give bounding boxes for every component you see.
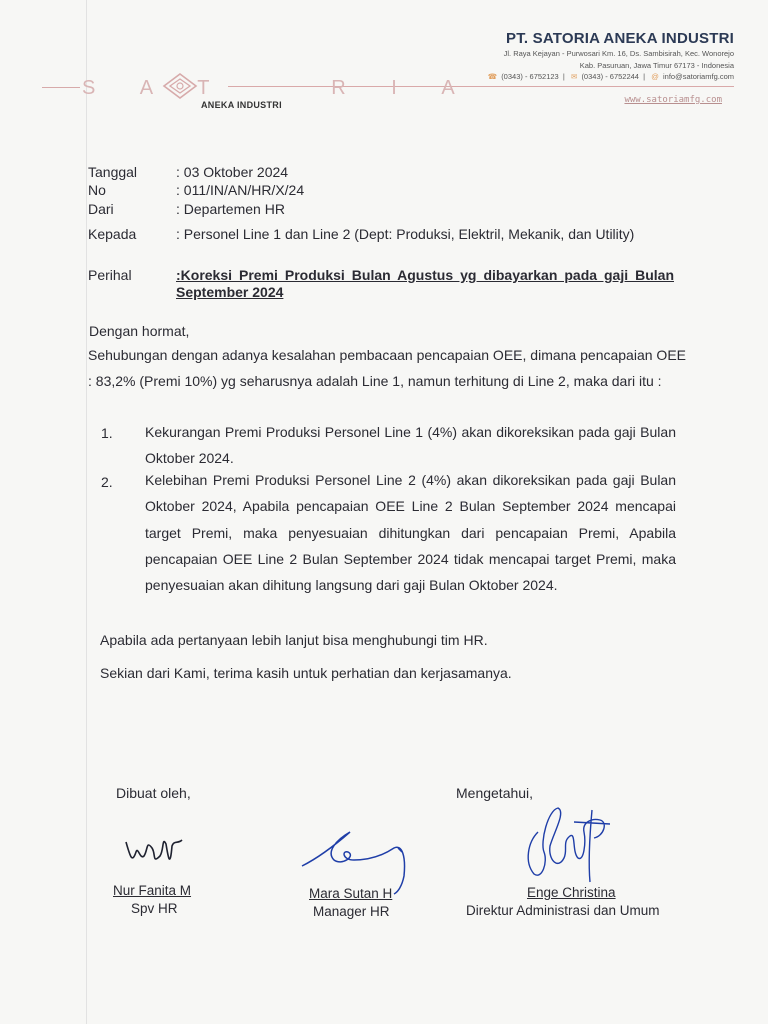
website-link[interactable]: www.satoriamfg.com (624, 95, 722, 105)
closing-line: Sekian dari Kami, terima kasih untuk perhatian dan kerjasamanya. (100, 665, 512, 681)
signer-2-name: Mara Sutan H (309, 886, 393, 901)
signer-3-name: Enge Christina (527, 885, 616, 900)
logo-subtext: ANEKA INDUSTRI (201, 100, 282, 110)
logo-emblem-icon (161, 72, 199, 100)
email-icon: @ (651, 72, 659, 81)
contact-separator: | (641, 72, 648, 81)
signer-1-name: Nur Fanita M (113, 883, 192, 898)
list-item-number: 1. (101, 425, 113, 441)
from-value: : Departemen HR (176, 201, 285, 217)
acknowledged-label: Mengetahui, (456, 785, 534, 801)
to-label: Kepada (88, 226, 137, 242)
subject-label: Perihal (88, 267, 132, 283)
signer-2-role: Manager HR (313, 904, 390, 919)
greeting: Dengan hormat, (89, 323, 190, 339)
email-address: info@satoriamfg.com (663, 72, 734, 81)
number-label: No (88, 182, 106, 198)
fax-icon: ✉ (571, 72, 578, 81)
made-by-label: Dibuat oleh, (116, 785, 191, 801)
from-label: Dari (88, 201, 114, 217)
address-line-1: Jl. Raya Kejayan - Purwosari Km. 16, Ds. Sambisirah, Kec. Wonorejo (503, 49, 734, 58)
list-item: Kelebihan Premi Produksi Personel Line 2 (4%) akan dikoreksikan pada gaji Bulan Oktober 2024, Apabila pencapaian OEE Line 2 Bulan September 2024 mencapai target Premi, maka penyesuaian dihitungkan dari pencapaian Premi, Apabila pencapaian OEE Line 2 Bulan September 2024 tidak mencapai target Premi, maka penyesuaian akan dihitung langsung dari gaji Bulan Oktober 2024. (145, 472, 676, 594)
phone-icon: ☎ (487, 72, 498, 81)
address-line-2: Kab. Pasuruan, Jawa Timur 67173 - Indonesia (579, 61, 734, 70)
company-logo: S A T R I A (82, 77, 475, 99)
date-label: Tanggal (88, 164, 138, 180)
signature-nur-fanita (122, 826, 186, 870)
signer-1-role: Spv HR (131, 901, 178, 916)
logo-left-rule (42, 87, 80, 88)
list-item-number: 2. (101, 474, 113, 490)
company-name: PT. SATORIA ANEKA INDUSTRI (506, 30, 734, 47)
contact-line (486, 72, 734, 81)
to-value: : Personel Line 1 dan Line 2 (Dept: Produksi, Elektril, Mekanik, dan Utility) (176, 226, 635, 242)
fax-number: (0343) - 6752244 (581, 72, 639, 81)
intro-paragraph: Sehubungan dengan adanya kesalahan pembacaan pencapaian OEE, dimana pencapaian OEE : 83,2% (Premi 10%) yg seharusnya adalah Line 1, namun terhitung di Line 2, maka dari itu : (88, 347, 686, 389)
contact-note: Apabila ada pertanyaan lebih lanjut bisa menghubungi tim HR. (100, 632, 488, 648)
signer-3-role: Direktur Administrasi dan Umum (466, 903, 660, 918)
list-item: Kekurangan Premi Produksi Personel Line 1 (4%) akan dikoreksikan pada gaji Bulan Oktober 2024. (145, 424, 676, 467)
number-value: : 011/IN/AN/HR/X/24 (176, 182, 305, 198)
phone-number: (0343) - 6752123 (501, 72, 559, 81)
date-value: : 03 Oktober 2024 (176, 164, 289, 180)
signature-enge-christina (514, 802, 618, 888)
subject-value: :Koreksi Premi Produksi Bulan Agustus yg dibayarkan pada gaji Bulan September 2024 (176, 267, 674, 300)
contact-separator: | (560, 72, 567, 81)
page-margin-line (86, 0, 87, 1024)
